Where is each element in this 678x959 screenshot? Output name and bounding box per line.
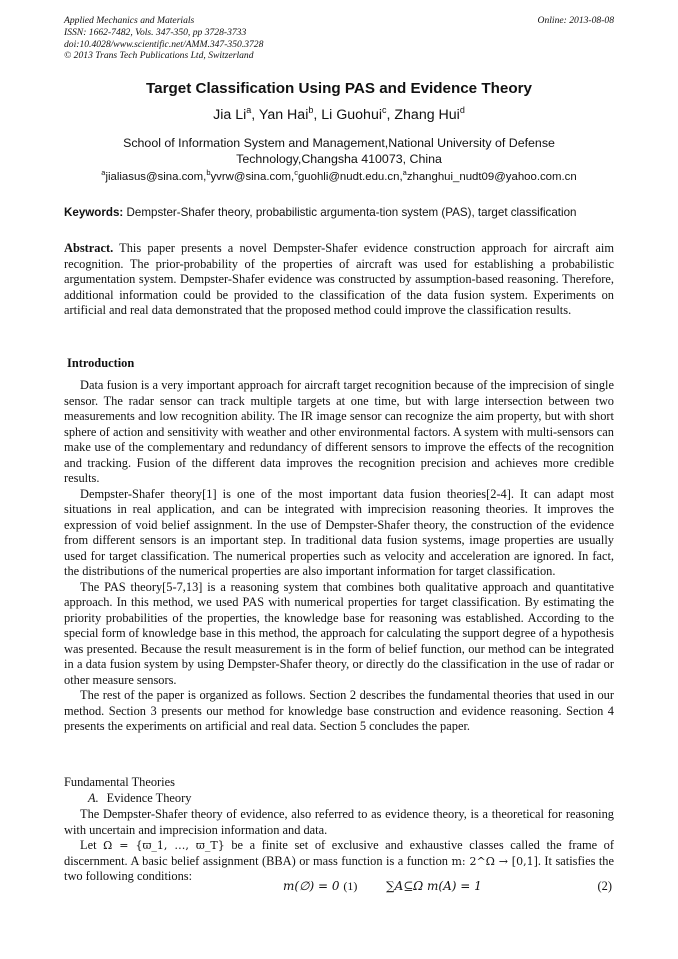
paragraph: The PAS theory[5-7,13] is a reasoning system that combines both qualitative approach and quantitative approach. In this method, we used PAS with numerical properties for target classification. By estimating the priority probabilities of the properties, the knowledge base for reasoning was established. According to the special form of knowledge base in this method, the approach for calculating the support degree of a hypothesis was presented. Because the result measurement is in the form of belief function, our method can be integrated in a data fusion system by using Dempster-Shafer theory, or directly do the classification in the use of radar or other measure sensors. <box>64 579 614 687</box>
equation-2-number: (2) <box>597 879 612 893</box>
journal-name: Applied Mechanics and Materials <box>64 15 195 26</box>
equation-1 <box>283 879 357 894</box>
keywords <box>64 206 614 221</box>
author-name: Li Guohui <box>321 107 382 123</box>
abstract-text: This paper presents a novel Dempster-Shafer evidence construction approach for aircraft aim recognition. The prior-probability of the properties of aircraft was used for establishing a probabilistic argumentation system. Dempster-Shafer evidence was constructed by assumption-based reasoning. Therefore, additional information could be provided to the classification of the data fusion system. Experiments on artificial and real data demonstrated that the proposed method could improve the classification results. <box>64 241 615 317</box>
journal-header <box>64 15 614 62</box>
author-mark: d <box>459 105 465 115</box>
abstract <box>64 241 614 319</box>
keywords-text: Dempster-Shafer theory, probabilistic argumenta-tion system (PAS), target classification <box>126 206 577 219</box>
paragraph: Data fusion is a very important approach for aircraft target recognition because of the imprecision of single sensor. The radar sensor can track multiple targets at one time, but with large intersection between two measurements and low recognition ability. The IR image sensor can recognize the aim property, but with short sphere of action and sensitivity with weather and other environmental factors. A system with multi-sensors can make use of the complementary and redundancy of different sensors to improve the effects of the recognition and tracking. Fusion of the different data improves the recognition precision and achieves more credible results. <box>64 378 614 485</box>
keywords-label: Keywords: <box>64 206 124 219</box>
subsection-title: Evidence Theory <box>106 791 192 805</box>
issn: ISSN: 1662-7482, Vols. 347-350, pp 3728-3733 <box>64 26 247 38</box>
email-mark: b <box>206 168 211 177</box>
author-mark: b <box>308 105 314 115</box>
equation-2: ∑A⊆Ω m(A) = 1 <box>386 879 482 893</box>
evidence-theory-body <box>64 807 614 885</box>
abstract-label: Abstract. <box>64 241 114 255</box>
author-name: Zhang Hui <box>394 107 460 123</box>
email-mark: a <box>402 168 407 177</box>
text-run: Let <box>80 838 104 852</box>
email-mark: a <box>101 168 106 177</box>
affiliation: School of Information System and Management,National University of Defense Technology,Changsha 410073, China <box>123 136 555 166</box>
email-link[interactable]: jialiasus@sina.com <box>105 171 204 183</box>
author-name: Yan Hai <box>258 107 309 123</box>
equation-1-number: (1) <box>343 879 358 893</box>
author-name: Jia Li <box>213 107 247 123</box>
section-heading-fundamental: Fundamental Theories <box>64 775 175 789</box>
author-mark: c <box>381 105 387 115</box>
email-list: $^a$jialiasus@sina.com,$^b$yvrw@sina.com,$^c$guohli@nudt.edu.cn,$^a$zhanghui_nudt09@yahoo.com.cn <box>101 168 577 183</box>
paragraph <box>64 838 614 885</box>
paragraph: The rest of the paper is organized as follows. Section 2 describes the fundamental theories that used in our method. Section 3 presents our method for knowledge base construction and evidence reasoning. Section 4 presents the experiments on artificial and real data. Section 5 concludes the paper. <box>64 688 614 733</box>
paragraph: The Dempster-Shafer theory of evidence, also referred to as evidence theory, is a theoretical for reasoning with uncertain and imprecision information and data. <box>64 807 614 837</box>
paper-title: Target Classification Using PAS and Evidence Theory <box>146 80 532 97</box>
section-heading-introduction: Introduction <box>67 356 135 370</box>
email-mark: c <box>294 168 298 177</box>
math-mass-function: m: 2^Ω → [0,1] <box>451 854 538 868</box>
introduction-body <box>64 378 614 735</box>
paragraph: Dempster-Shafer theory[1] is one of the most important data fusion theories[2-4]. It can adapt most situations in real application, and can be integrated with imprecision reasoning theories. It improves the expression of void belief assignment. In the use of Dempster-Shafer theory, the construction of the evidence from different sensors is an important step. In traditional data fusion systems, image properties are usually used for target classification. The numerical properties such as velocity and acceleration are ignored. In fact, the distributions of the numerical properties are also important information for target classification. <box>64 486 614 578</box>
author-list: Jia Li$^a$, Yan Hai$^b$, Li Guohui$^c$, Zhang Hui$^d$ <box>213 105 465 123</box>
email-link[interactable]: guohli@nudt.edu.cn <box>297 171 400 183</box>
subsection-heading <box>88 791 191 806</box>
equation-1-expr: m(∅) = 0 <box>283 879 340 893</box>
online-date: Online: 2013-08-08 <box>537 15 614 26</box>
email-link[interactable]: zhanghui_nudt09@yahoo.com.cn <box>406 171 577 183</box>
author-mark: a <box>246 105 252 115</box>
doi[interactable]: doi:10.4028/www.scientific.net/AMM.347-350.3728 <box>64 38 264 50</box>
text-run: be a finite set of exclusive and exhaustive classes called the frame of discernment. A basic belief assignment (BBA) or mass function is a function <box>64 838 615 868</box>
math-frame: Ω = {ϖ_1, …, ϖ_T} <box>103 839 225 852</box>
subsection-label: A. <box>88 791 99 805</box>
email-link[interactable]: yvrw@sina.com <box>210 171 292 183</box>
copyright: © 2013 Trans Tech Publications Ltd, Switzerland <box>64 50 254 62</box>
text-run: . It satisfies the two following conditions: <box>64 853 614 883</box>
